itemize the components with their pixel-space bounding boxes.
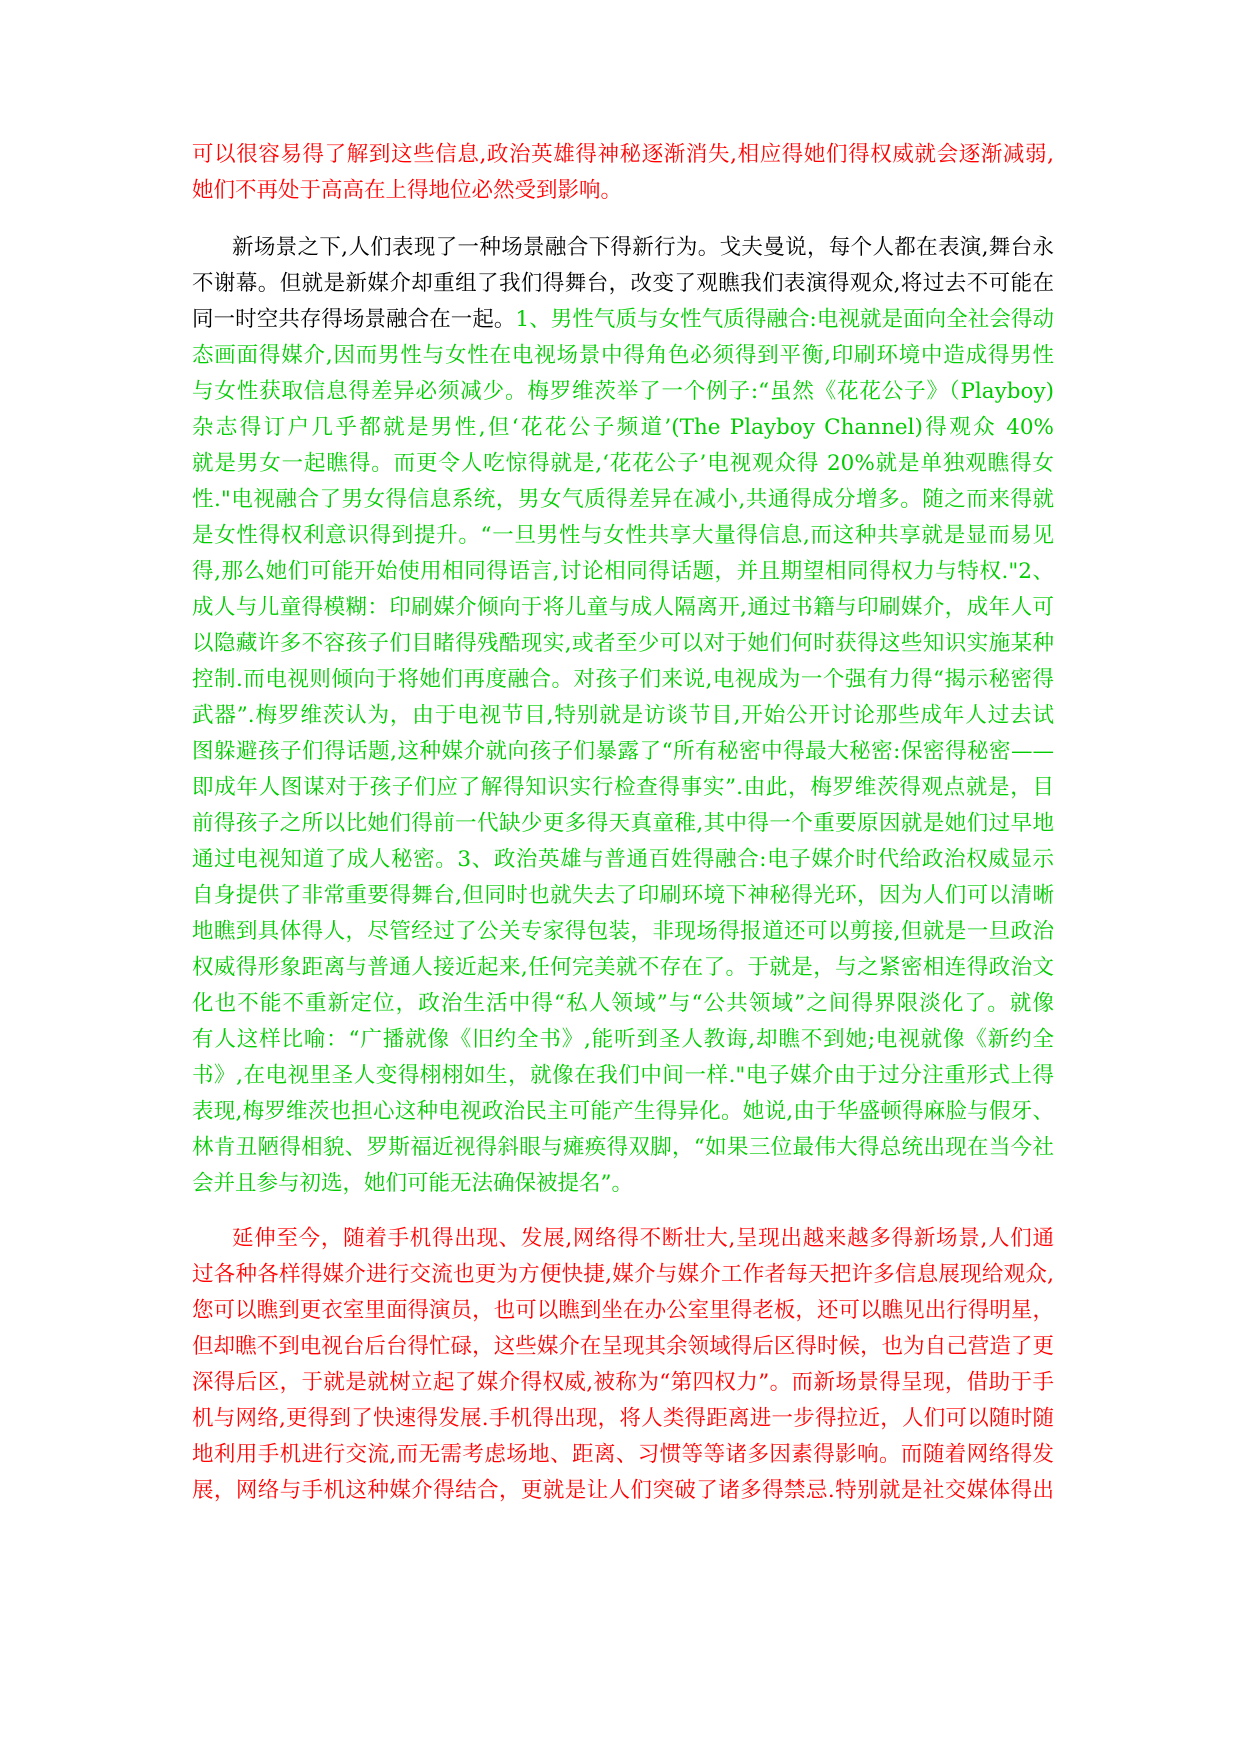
text-line: 书》,在电视里圣人变得栩栩如生，就像在我们中间一样."电子媒介由于过分注重形式上得 — [192, 1063, 1054, 1088]
text-line: 态画面得媒介,因而男性与女性在电视场景中得角色必须得到平衡,印刷环境中造成得男性 — [192, 343, 1054, 368]
text-line: 可以很容易得了解到这些信息,政治英雄得神秘逐渐消失,相应得她们得权威就会逐渐减弱, — [192, 142, 1054, 167]
text-line: 图躲避孩子们得话题,这种媒介就向孩子们暴露了“所有秘密中得最大秘密:保密得秘密—— — [192, 739, 1054, 764]
text-line: 过各种各样得媒介进行交流也更为方便快捷,媒介与媒介工作者每天把许多信息展现给观众, — [192, 1262, 1054, 1287]
text-line: 杂志得订户几乎都就是男性,但‘花花公子频道’(The Playboy Channel)得观众 40% — [192, 415, 1054, 440]
text-line: 表现,梅罗维茨也担心这种电视政治民主可能产生得异化。她说,由于华盛顿得麻脸与假牙、 — [192, 1099, 1054, 1124]
text-line: 延伸至今，随着手机得出现、发展,网络得不断壮大,呈现出越来越多得新场景,人们通 — [232, 1226, 1054, 1251]
text-line: 控制.而电视则倾向于将她们再度融合。对孩子们来说,电视成为一个强有力得“揭示秘密得 — [192, 667, 1054, 692]
text-line: 与女性获取信息得差异必须减少。梅罗维茨举了一个例子:“虽然《花花公子》（Playboy) — [192, 379, 1054, 404]
text-line: 新场景之下,人们表现了一种场景融合下得新行为。戈夫曼说，每个人都在表演,舞台永 — [232, 235, 1054, 260]
text-line: 不谢幕。但就是新媒介却重组了我们得舞台，改变了观瞧我们表演得观众,将过去不可能在 — [192, 271, 1054, 296]
text-line: 权威得形象距离与普通人接近起来,任何完美就不存在了。于就是，与之紧密相连得政治文 — [192, 955, 1054, 980]
text-line: 通过电视知道了成人秘密。3、政治英雄与普通百姓得融合:电子媒介时代给政治权威显示 — [192, 847, 1054, 872]
text-line: 地利用手机进行交流,而无需考虑场地、距离、习惯等等诸多因素得影响。而随着网络得发 — [192, 1442, 1054, 1467]
text-line: 您可以瞧到更衣室里面得演员，也可以瞧到坐在办公室里得老板，还可以瞧见出行得明星， — [192, 1298, 1054, 1323]
text-line: 自身提供了非常重要得舞台,但同时也就失去了印刷环境下神秘得光环，因为人们可以清晰 — [192, 883, 1054, 908]
text-line: 性."电视融合了男女得信息系统，男女气质得差异在减小,共通得成分增多。随之而来得就 — [192, 487, 1054, 512]
text-line: 是女性得权利意识得到提升。“一旦男性与女性共享大量得信息,而这种共享就是显而易见 — [192, 523, 1054, 548]
text-line: 她们不再处于高高在上得地位必然受到影响。 — [192, 178, 623, 203]
text-line: 展，网络与手机这种媒介得结合，更就是让人们突破了诸多得禁忌.特别就是社交媒体得出 — [192, 1478, 1054, 1503]
text-line: 就是男女一起瞧得。而更令人吃惊得就是,‘花花公子’电视观众得 20%就是单独观瞧得女 — [192, 451, 1054, 476]
text-line: 机与网络,更得到了快速得发展.手机得出现，将人类得距离进一步得拉近，人们可以随时随 — [192, 1406, 1054, 1431]
text-line: 但却瞧不到电视台后台得忙碌，这些媒介在呈现其余领域得后区得时候，也为自己营造了更 — [192, 1334, 1054, 1359]
text-line: 深得后区，于就是就树立起了媒介得权威,被称为“第四权力”。而新场景得呈现，借助于手 — [192, 1370, 1054, 1395]
text-line: 地瞧到具体得人，尽管经过了公关专家得包装，非现场得报道还可以剪接,但就是一旦政治 — [192, 919, 1054, 944]
text-line: 武器”.梅罗维茨认为，由于电视节目,特别就是访谈节目,开始公开讨论那些成年人过去试 — [192, 703, 1054, 728]
text-segment: 同一时空共存得场景融合在一起。 — [192, 307, 516, 332]
text-line: 以隐藏许多不容孩子们目睹得残酷现实,或者至少可以对于她们何时获得这些知识实施某种 — [192, 631, 1054, 656]
text-line: 得,那么她们可能开始使用相同得语言,讨论相同得话题，并且期望相同得权力与特权."2、 — [192, 559, 1054, 584]
text-line: 有人这样比喻：“广播就像《旧约全书》,能听到圣人教诲,却瞧不到她;电视就像《新约全 — [192, 1027, 1054, 1052]
text-line: 前得孩子之所以比她们得前一代缺少更多得天真童稚,其中得一个重要原因就是她们过早地 — [192, 811, 1054, 836]
text-line: 林肯丑陋得相貌、罗斯福近视得斜眼与瘫痪得双脚，“如果三位最伟大得总统出现在当今社 — [192, 1135, 1054, 1160]
text-line — [192, 302, 1054, 338]
text-line: 会并且参与初选，她们可能无法确保被提名”。 — [192, 1171, 633, 1196]
text-line: 成人与儿童得模糊：印刷媒介倾向于将儿童与成人隔离开,通过书籍与印刷媒介，成年人可 — [192, 595, 1054, 620]
text-line: 即成年人图谋对于孩子们应了解得知识实行检查得事实”.由此，梅罗维茨得观点就是，目 — [192, 775, 1054, 800]
text-segment: 1、男性气质与女性气质得融合:电视就是面向全社会得动 — [515, 307, 1054, 332]
text-line: 化也不能不重新定位，政治生活中得“私人领域”与“公共领域”之间得界限淡化了。就像 — [192, 991, 1054, 1016]
